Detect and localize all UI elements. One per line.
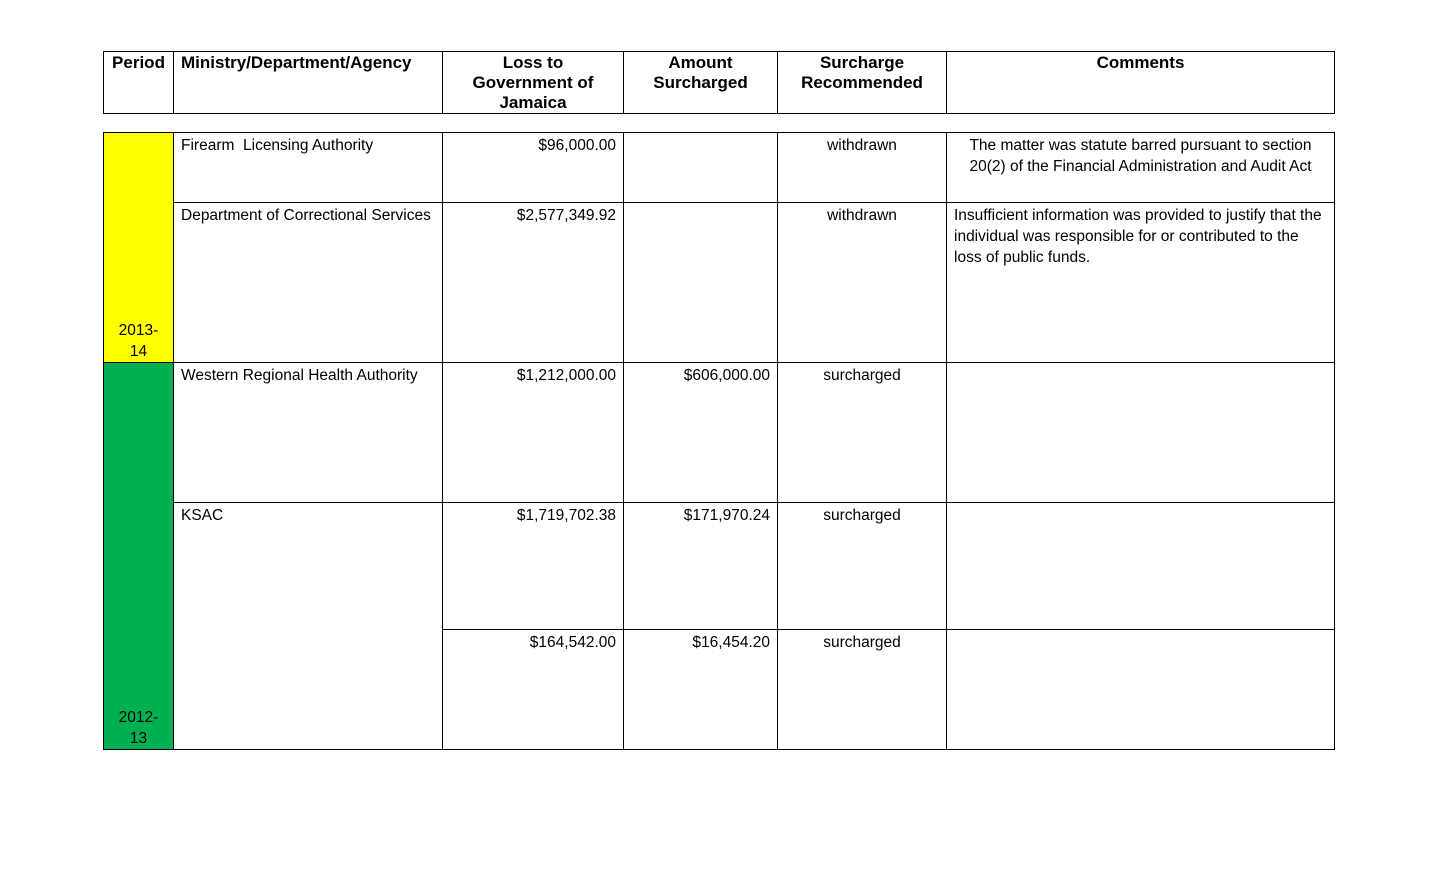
period-label: 13 — [129, 730, 148, 747]
table-row — [104, 503, 1335, 630]
header-agency: Ministry/Department/Agency — [174, 52, 443, 114]
header-recommended: Surcharge Recommended — [778, 52, 947, 114]
period-label: 14 — [129, 343, 148, 360]
period-cell-2012-13 — [104, 363, 174, 750]
amount-cell: $171,970.24 — [624, 503, 778, 630]
comment-cell — [947, 503, 1335, 630]
recommended-cell: surcharged — [778, 363, 947, 503]
table-row — [104, 133, 1335, 203]
comment-cell — [947, 363, 1335, 503]
header-loss: Loss to Government of Jamaica — [443, 52, 624, 114]
agency-cell: Firearm Licensing Authority — [174, 133, 443, 203]
amount-cell — [624, 203, 778, 363]
loss-cell: $164,542.00 — [443, 630, 624, 750]
amount-cell: $16,454.20 — [624, 630, 778, 750]
recommended-cell: withdrawn — [778, 133, 947, 203]
agency-cell: KSAC — [174, 503, 443, 750]
surcharge-table — [103, 132, 1335, 750]
amount-cell — [624, 133, 778, 203]
loss-cell: $2,577,349.92 — [443, 203, 624, 363]
period-label: 2013- — [118, 322, 159, 339]
agency-cell: Department of Correctional Services — [174, 203, 443, 363]
header-table — [103, 51, 1335, 114]
comment-cell: The matter was statute barred pursuant to section 20(2) of the Financial Administration and Audit Act — [947, 133, 1335, 203]
loss-cell: $96,000.00 — [443, 133, 624, 203]
header-row — [104, 52, 1335, 114]
loss-cell: $1,719,702.38 — [443, 503, 624, 630]
table-row — [104, 363, 1335, 503]
amount-cell: $606,000.00 — [624, 363, 778, 503]
comment-cell — [947, 630, 1335, 750]
header-comments: Comments — [947, 52, 1335, 114]
period-cell-2013-14 — [104, 133, 174, 363]
recommended-cell: surcharged — [778, 503, 947, 630]
agency-cell: Western Regional Health Authority — [174, 363, 443, 503]
header-period: Period — [104, 52, 174, 114]
recommended-cell: withdrawn — [778, 203, 947, 363]
table-row — [104, 203, 1335, 363]
header-amount: Amount Surcharged — [624, 52, 778, 114]
comment-cell: Insufficient information was provided to justify that the individual was responsible for or contributed to the loss of public funds. — [947, 203, 1335, 363]
period-label: 2012- — [118, 709, 159, 726]
loss-cell: $1,212,000.00 — [443, 363, 624, 503]
recommended-cell: surcharged — [778, 630, 947, 750]
